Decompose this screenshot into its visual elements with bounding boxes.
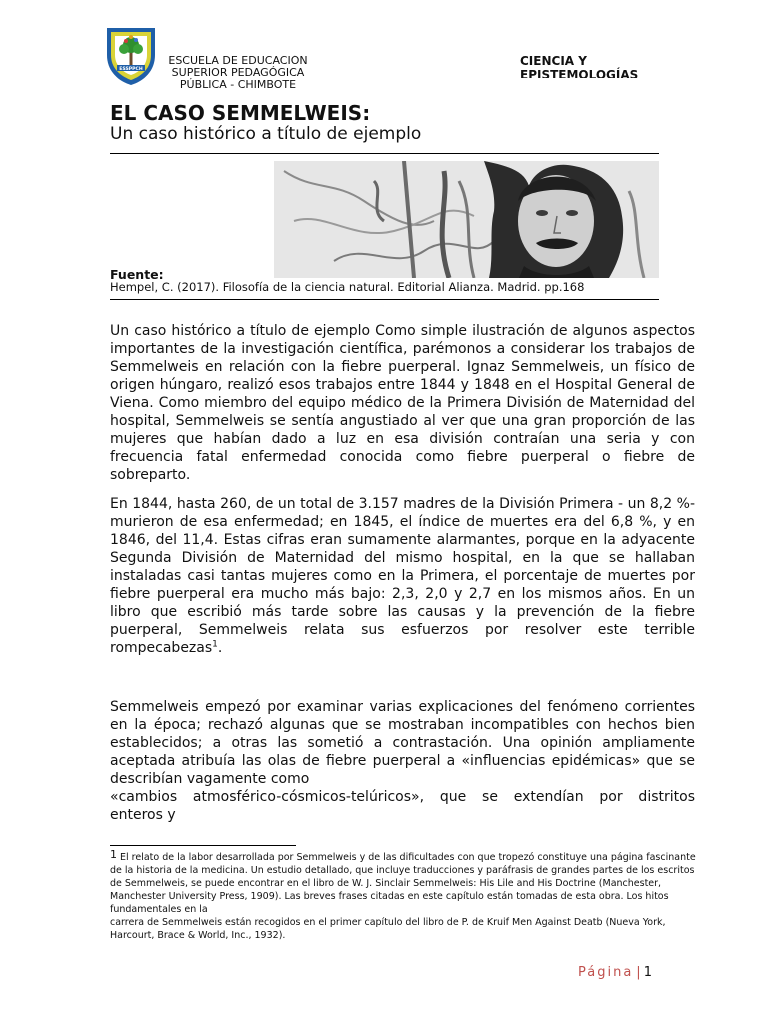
footnote-number: 1	[110, 848, 117, 861]
paragraph-2-end: .	[217, 640, 223, 656]
paragraph-2-text: En 1844, hasta 260, de un total de 3.157 madres de la División Primera - un 8,2 %- murieron de esa enfermedad; en 1845, el índice de muertes era del 6,8 %, y en 1846, del 11,4. Estas cifras eran sumamente alarmantes, porque en la adyacente Segunda División de Maternidad del mismo hospital, en la que se hallaban instaladas casi tantas mujeres como en la Primera, el porcentaje de muertes por fiebre puerperal era mucho más bajo: 2,3, 2,0 y 2,7 en los mismos años. En un libro que escribió más tarde sobre las causas y la prevención de la fiebre puerperal, Semmelweis relata sus esfuerzos por resolver este terrible rompecabezas	[110, 496, 695, 656]
paragraph-3: Semmelweis empezó por examinar varias explicaciones del fenómeno corrientes en la época; rechazó algunas que se mostraban incompatibles con hechos bien establecidos; a otras las sometió a contrastación. Una opinión ampliamente aceptada atribuía las olas de fiebre puerperal a «influencias epidémicas» que se describían vagamente como	[110, 699, 695, 787]
page-header	[0, 0, 768, 95]
course-name-line: CIENCIA Y	[520, 54, 587, 68]
footnote	[110, 848, 698, 942]
page-separator: |	[636, 965, 641, 980]
portrait-illustration	[274, 161, 659, 278]
source-citation: Hempel, C. (2017). Filosofía de la ciencia natural. Editorial Alianza. Madrid. pp.168	[110, 280, 585, 294]
footnote-text: El relato de la labor desarrollada por Semmelweis y de las dificultades con que tropezó constituye una página fascinante de la historia de la medicina. Un estudio detallado, que incluye traducciones y paráfrasis de grandes partes de los escritos de Semmelweis, se puede encontrar en el libro de W. J. Sinclair Semmelweis: His Lile and His Doctrine (Manchester, Manchester University Press, 1909). Las breves frases citadas en este capítulo están tomadas de esta obra. Los hitos fundamentales en la	[110, 852, 696, 915]
school-name-line: PÚBLICA - CHIMBOTE	[179, 78, 297, 89]
course-name-line: EPISTEMOLOGÍAS	[520, 68, 639, 78]
logo-text: ESSPPCH	[119, 66, 143, 72]
school-name-line: ESCUELA DE EDUCACIÓN	[168, 55, 308, 67]
page-number-value: 1	[643, 965, 652, 980]
document-title: EL CASO SEMMELWEIS:	[110, 101, 371, 125]
title-divider	[110, 153, 659, 154]
document-subtitle: Un caso histórico a título de ejemplo	[110, 124, 422, 144]
footnote-text-continued: carrera de Semmelweis están recogidos en el primer capítulo del libro de P. de Kruif Men Against Deatb (Nueva York, Harcourt, Brace & World, Inc., 1932).	[110, 917, 666, 941]
course-name	[520, 54, 670, 78]
paragraph-3-line: «cambios atmosférico-cósmicos-telúricos», que se extendían por distritos	[110, 789, 695, 805]
school-crest-icon	[104, 25, 158, 87]
paragraph-1: Un caso histórico a título de ejemplo Como simple ilustración de algunos aspectos importantes de la investigación científica, parémonos a considerar los trabajos de Semmelweis en relación con la fiebre puerperal. Ignaz Semmelweis, un físico de origen húngaro, realizó esos trabajos entre 1844 y 1848 en el Hospital General de Viena. Como miembro del equipo médico de la Primera División de Maternidad del hospital, Semmelweis se sentía angustiado al ver que una gran proporción de las mujeres que habían dado a luz en esa división contraían una seria y con frecuencia fatal enfermedad conocida como fiebre puerperal o fiebre de sobreparto.	[110, 323, 695, 483]
source-label: Fuente:	[110, 267, 164, 282]
footnote-reference: 1	[212, 639, 218, 650]
page-number	[578, 965, 652, 980]
school-name-line: SUPERIOR PEDAGÓGICA	[171, 66, 305, 79]
school-name	[158, 55, 318, 89]
semmelweis-portrait	[274, 161, 659, 278]
source-divider	[110, 299, 659, 300]
page-label: Página	[578, 965, 634, 980]
paragraph-3-line: enteros y	[110, 807, 176, 823]
footnote-divider	[110, 845, 296, 846]
paragraph-2	[110, 495, 695, 657]
